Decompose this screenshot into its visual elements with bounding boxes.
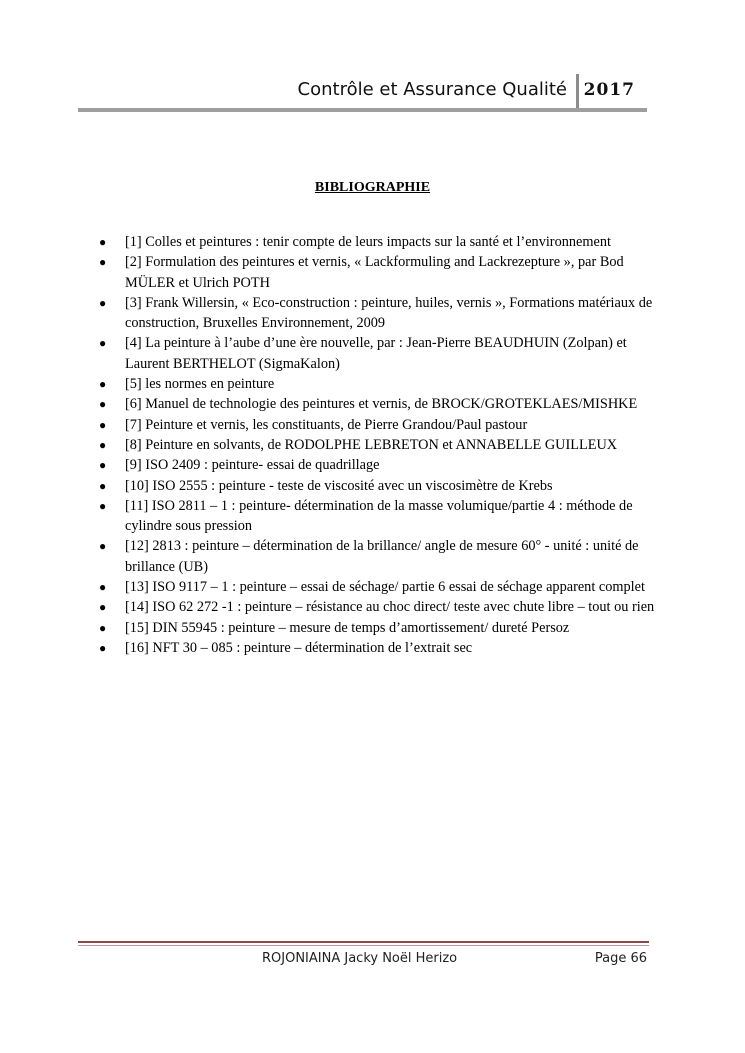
bibliography-item: [95, 232, 655, 252]
bullet-icon: ●: [99, 397, 107, 412]
bullet-icon: ●: [99, 336, 107, 351]
bibliography-item: [95, 374, 655, 394]
bibliography-item-text: [11] ISO 2811 – 1 : peinture- détermination de la masse volumique/partie 4 : méthode de cylindre sous pression: [125, 497, 633, 535]
bibliography-item: [95, 333, 655, 374]
bibliography-item: [95, 597, 655, 617]
bullet-icon: ●: [99, 417, 107, 432]
bibliography-item: [95, 618, 655, 638]
bibliography-item: [95, 496, 655, 537]
bibliography-item-text: [14] ISO 62 272 -1 : peinture – résistance au choc direct/ teste avec chute libre – tout ou rien: [125, 599, 655, 616]
bibliography-item: [95, 536, 655, 577]
bibliography-item: [95, 252, 655, 293]
header-rule: [78, 108, 647, 112]
bibliography-item-text: [1] Colles et peintures : tenir compte de leurs impacts sur la santé et l’environnement: [125, 234, 611, 250]
bibliography-item-text: [2] Formulation des peintures et vernis, « Lackformuling and Lackrezepture », par Bod MÜLER et Ulrich POTH: [125, 254, 624, 291]
bullet-icon: ●: [99, 580, 107, 595]
bibliography-item-text: [6] Manuel de technologie des peintures et vernis, de BROCK/GROTEKLAES/MISHKE: [125, 396, 638, 413]
bullet-icon: ●: [99, 235, 107, 249]
bullet-icon: ●: [99, 600, 107, 615]
header-title: Contrôle et Assurance Qualité: [297, 79, 567, 100]
bullet-icon: ●: [99, 255, 107, 270]
bullet-icon: ●: [99, 458, 107, 473]
footer-rule: [78, 941, 649, 943]
bibliography-item: [95, 394, 655, 414]
page-number: Page 66: [594, 951, 647, 966]
bibliography-item-text: [13] ISO 9117 – 1 : peinture – essai de séchage/ partie 6 essai de séchage apparent complet: [125, 579, 645, 596]
bibliography-item-text: [7] Peinture et vernis, les constituants, de Pierre Grandou/Paul pastour: [125, 416, 528, 433]
footer-rule-secondary: [78, 945, 649, 946]
header-divider: [576, 74, 579, 108]
bullet-icon: ●: [99, 437, 107, 452]
page-header: [78, 70, 647, 108]
bibliography-item: [95, 577, 655, 597]
bibliography-item-text: [16] NFT 30 – 085 : peinture – détermination de l’extrait sec: [125, 639, 473, 656]
bullet-icon: ●: [99, 498, 107, 513]
bibliography-item: [95, 293, 655, 334]
bibliography-item: [95, 476, 655, 496]
bullet-icon: ●: [99, 377, 107, 392]
bullet-icon: ●: [99, 539, 107, 554]
bullet-icon: ●: [99, 640, 107, 655]
bibliography-list: [95, 232, 655, 658]
bibliography-item-text: [10] ISO 2555 : peinture - teste de viscosité avec un viscosimètre de Krebs: [125, 477, 553, 494]
bullet-icon: ●: [99, 620, 107, 635]
bibliography-item-text: [3] Frank Willersin, « Eco-construction : peinture, huiles, vernis », Formations matériaux de construction, Bruxelles Environnement, 2009: [125, 294, 653, 332]
bibliography-item-text: [12] 2813 : peinture – détermination de la brillance/ angle de mesure 60° - unité : unité de brillance (UB): [125, 538, 639, 575]
bibliography-item-text: [9] ISO 2409 : peinture- essai de quadrillage: [125, 457, 380, 474]
section-title: BIBLIOGRAPHIE: [314, 180, 431, 195]
bibliography-item: [95, 435, 655, 455]
header-year: 2017: [583, 80, 635, 100]
bibliography-item: [95, 638, 655, 658]
footer-author: ROJONIAINA Jacky Noël Herizo: [262, 951, 458, 966]
bibliography-item: [95, 415, 655, 435]
bullet-icon: ●: [99, 478, 107, 493]
bullet-icon: ●: [99, 295, 107, 310]
bibliography-item-text: [15] DIN 55945 : peinture – mesure de temps d’amortissement/ dureté Persoz: [125, 619, 570, 636]
bibliography-item-text: [4] La peinture à l’aube d’une ère nouvelle, par : Jean-Pierre BEAUDHUIN (Zolpan) et Laurent BERTHELOT (SigmaKalon): [125, 335, 627, 372]
bibliography-item: [95, 455, 655, 475]
bibliography-item-text: [8] Peinture en solvants, de RODOLPHE LEBRETON et ANNABELLE GUILLEUX: [125, 436, 618, 453]
bibliography-item-text: [5] les normes en peinture: [125, 376, 275, 393]
